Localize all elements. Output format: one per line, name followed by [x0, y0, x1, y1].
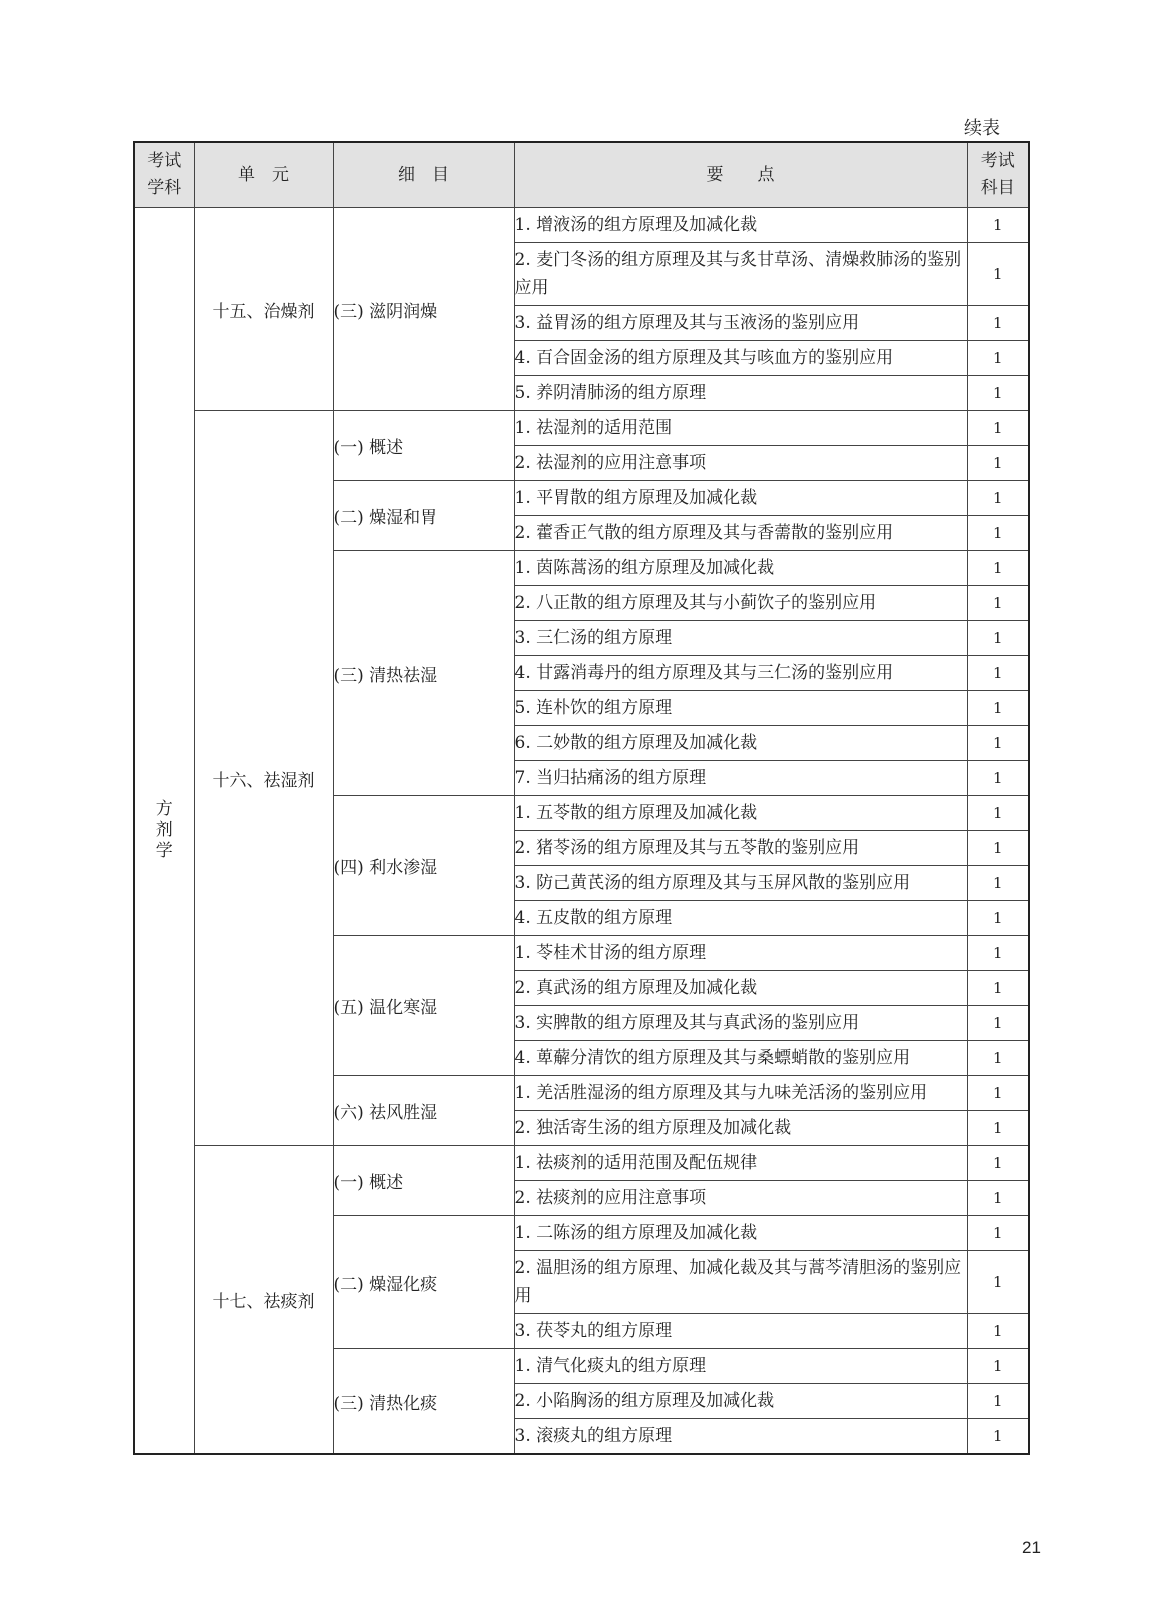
exam-count-cell: 1 [967, 1076, 1029, 1111]
exam-count-cell: 1 [967, 621, 1029, 656]
exam-count-cell: 1 [967, 1006, 1029, 1041]
exam-count-cell: 1 [967, 341, 1029, 376]
exam-count-cell: 1 [967, 1216, 1029, 1251]
point-cell: 1. 羌活胜湿汤的组方原理及其与九味羌活汤的鉴别应用 [514, 1076, 967, 1111]
item-cell: (三) 清热化痰 [333, 1349, 514, 1455]
header-unit: 单 元 [194, 142, 333, 208]
unit-cell: 十七、祛痰剂 [194, 1146, 333, 1455]
point-cell: 3. 益胃汤的组方原理及其与玉液汤的鉴别应用 [514, 306, 967, 341]
exam-count-cell: 1 [967, 796, 1029, 831]
point-cell: 1. 五苓散的组方原理及加减化裁 [514, 796, 967, 831]
exam-count-cell: 1 [967, 1314, 1029, 1349]
point-cell: 2. 真武汤的组方原理及加减化裁 [514, 971, 967, 1006]
exam-count-cell: 1 [967, 971, 1029, 1006]
table-row [134, 208, 1029, 243]
header-exam: 考试科目 [967, 142, 1029, 208]
syllabus-table [133, 141, 1030, 1455]
exam-count-cell: 1 [967, 411, 1029, 446]
point-cell: 6. 二妙散的组方原理及加减化裁 [514, 726, 967, 761]
point-cell: 1. 苓桂术甘汤的组方原理 [514, 936, 967, 971]
point-cell: 4. 萆薢分清饮的组方原理及其与桑螵蛸散的鉴别应用 [514, 1041, 967, 1076]
item-cell: (二) 燥湿化痰 [333, 1216, 514, 1349]
point-cell: 2. 八正散的组方原理及其与小蓟饮子的鉴别应用 [514, 586, 967, 621]
exam-count-cell: 1 [967, 831, 1029, 866]
point-cell: 5. 连朴饮的组方原理 [514, 691, 967, 726]
table-row [134, 1146, 1029, 1181]
exam-count-cell: 1 [967, 1349, 1029, 1384]
point-cell: 4. 五皮散的组方原理 [514, 901, 967, 936]
point-cell: 2. 猪苓汤的组方原理及其与五苓散的鉴别应用 [514, 831, 967, 866]
item-cell: (三) 清热祛湿 [333, 551, 514, 796]
continued-label: 续表 [964, 118, 1000, 139]
item-cell: (三) 滋阴润燥 [333, 208, 514, 411]
exam-count-cell: 1 [967, 1181, 1029, 1216]
point-cell: 2. 麦门冬汤的组方原理及其与炙甘草汤、清燥救肺汤的鉴别应用 [514, 243, 967, 306]
subject-name: 方剂学 [155, 799, 173, 861]
table-body [134, 208, 1029, 1455]
exam-count-cell: 1 [967, 656, 1029, 691]
exam-count-cell: 1 [967, 866, 1029, 901]
point-cell: 1. 茵陈蒿汤的组方原理及加减化裁 [514, 551, 967, 586]
table-row [134, 411, 1029, 446]
item-cell: (一) 概述 [333, 1146, 514, 1216]
exam-count-cell: 1 [967, 306, 1029, 341]
item-cell: (五) 温化寒湿 [333, 936, 514, 1076]
exam-count-cell: 1 [967, 1251, 1029, 1314]
exam-count-cell: 1 [967, 446, 1029, 481]
point-cell: 2. 祛湿剂的应用注意事项 [514, 446, 967, 481]
point-cell: 2. 藿香正气散的组方原理及其与香薷散的鉴别应用 [514, 516, 967, 551]
point-cell: 2. 小陷胸汤的组方原理及加减化裁 [514, 1384, 967, 1419]
item-cell: (四) 利水渗湿 [333, 796, 514, 936]
point-cell: 3. 三仁汤的组方原理 [514, 621, 967, 656]
exam-count-cell: 1 [967, 901, 1029, 936]
point-cell: 1. 增液汤的组方原理及加减化裁 [514, 208, 967, 243]
exam-count-cell: 1 [967, 481, 1029, 516]
exam-count-cell: 1 [967, 586, 1029, 621]
point-cell: 4. 百合固金汤的组方原理及其与咳血方的鉴别应用 [514, 341, 967, 376]
exam-count-cell: 1 [967, 1111, 1029, 1146]
point-cell: 1. 祛痰剂的适用范围及配伍规律 [514, 1146, 967, 1181]
exam-count-cell: 1 [967, 551, 1029, 586]
unit-cell: 十五、治燥剂 [194, 208, 333, 411]
exam-count-cell: 1 [967, 243, 1029, 306]
exam-count-cell: 1 [967, 1041, 1029, 1076]
subject-cell [134, 208, 194, 1455]
exam-count-cell: 1 [967, 1384, 1029, 1419]
point-cell: 3. 滚痰丸的组方原理 [514, 1419, 967, 1455]
exam-count-cell: 1 [967, 516, 1029, 551]
point-cell: 7. 当归拈痛汤的组方原理 [514, 761, 967, 796]
header-item: 细 目 [333, 142, 514, 208]
header-points: 要 点 [514, 142, 967, 208]
point-cell: 2. 独活寄生汤的组方原理及加减化裁 [514, 1111, 967, 1146]
point-cell: 5. 养阴清肺汤的组方原理 [514, 376, 967, 411]
point-cell: 3. 茯苓丸的组方原理 [514, 1314, 967, 1349]
exam-count-cell: 1 [967, 376, 1029, 411]
item-cell: (六) 祛风胜湿 [333, 1076, 514, 1146]
point-cell: 1. 平胃散的组方原理及加减化裁 [514, 481, 967, 516]
point-cell: 3. 防己黄芪汤的组方原理及其与玉屏风散的鉴别应用 [514, 866, 967, 901]
exam-count-cell: 1 [967, 1419, 1029, 1455]
exam-count-cell: 1 [967, 761, 1029, 796]
table-header [134, 142, 1029, 208]
point-cell: 3. 实脾散的组方原理及其与真武汤的鉴别应用 [514, 1006, 967, 1041]
point-cell: 1. 祛湿剂的适用范围 [514, 411, 967, 446]
point-cell: 4. 甘露消毒丹的组方原理及其与三仁汤的鉴别应用 [514, 656, 967, 691]
exam-count-cell: 1 [967, 691, 1029, 726]
unit-cell: 十六、祛湿剂 [194, 411, 333, 1146]
exam-count-cell: 1 [967, 936, 1029, 971]
point-cell: 2. 温胆汤的组方原理、加减化裁及其与蒿芩清胆汤的鉴别应用 [514, 1251, 967, 1314]
point-cell: 1. 清气化痰丸的组方原理 [514, 1349, 967, 1384]
item-cell: (二) 燥湿和胃 [333, 481, 514, 551]
point-cell: 2. 祛痰剂的应用注意事项 [514, 1181, 967, 1216]
exam-count-cell: 1 [967, 1146, 1029, 1181]
exam-count-cell: 1 [967, 208, 1029, 243]
item-cell: (一) 概述 [333, 411, 514, 481]
exam-count-cell: 1 [967, 726, 1029, 761]
page-number: 21 [1022, 1538, 1041, 1557]
point-cell: 1. 二陈汤的组方原理及加减化裁 [514, 1216, 967, 1251]
header-subject: 考试学科 [134, 142, 194, 208]
